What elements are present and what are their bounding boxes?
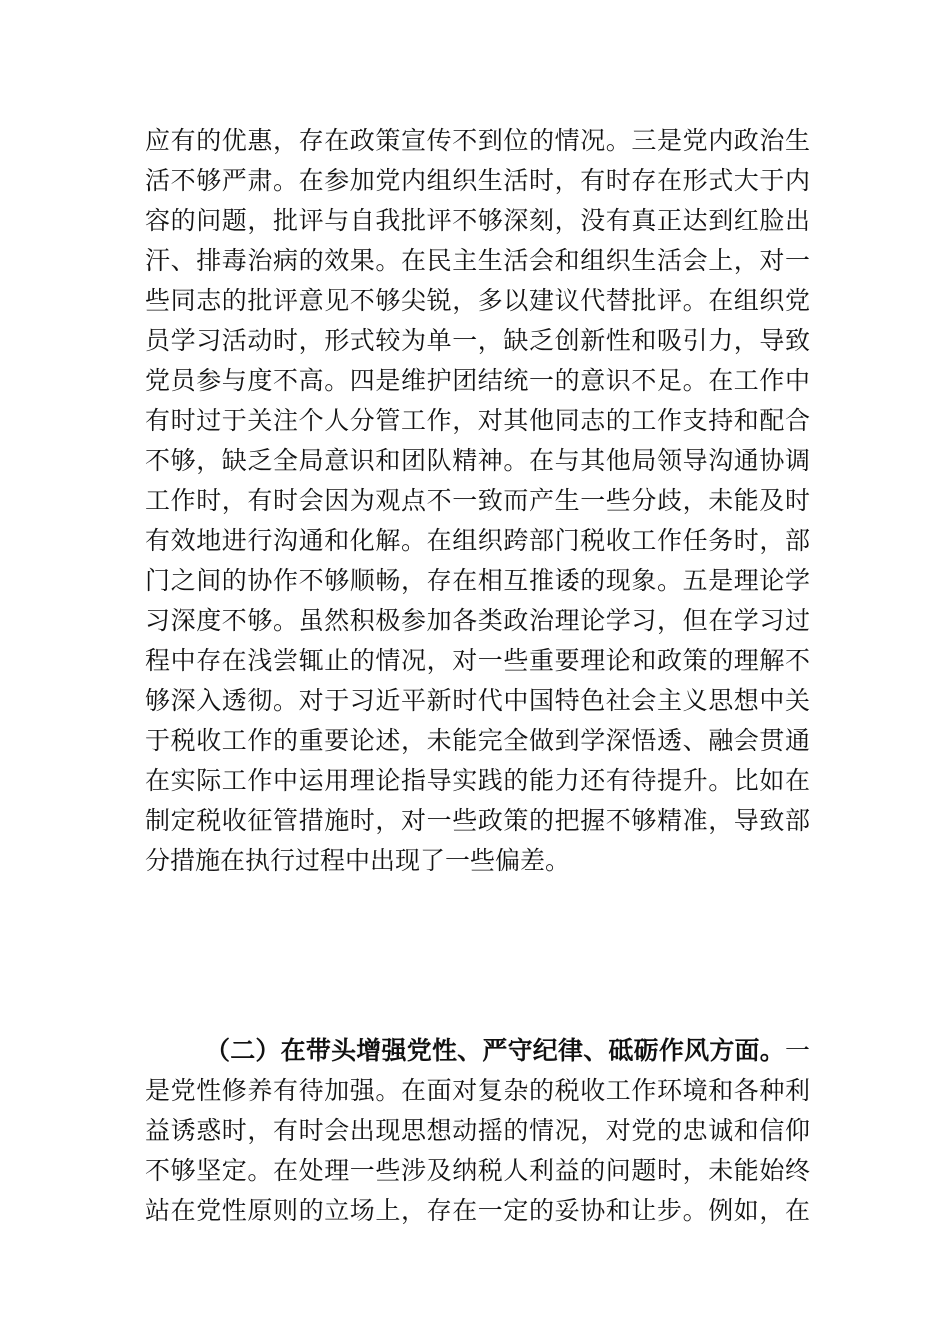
paragraph-line: 有时过于关注个人分管工作，对其他同志的工作支持和配合 [145,406,810,435]
paragraph-line: 些同志的批评意见不够尖锐，多以建议代替批评。在组织党 [145,286,810,315]
paragraph-2 [145,1031,810,1231]
paragraph-line: 工作时，有时会因为观点不一致而产生一些分歧，未能及时 [145,486,810,515]
section-heading: （二）在带头增强党性、严守纪律、砥砺作风方面。 [205,1036,785,1065]
paragraph-line: 在实际工作中运用理论指导实践的能力还有待提升。比如在 [145,766,810,795]
paragraph-line: 党员参与度不高。四是维护团结统一的意识不足。在工作中 [145,366,810,395]
paragraph-line: 制定税收征管措施时，对一些政策的把握不够精准，导致部 [145,806,810,835]
heading-continuation: 一 [784,1036,810,1065]
paragraph-1 [145,121,810,881]
paragraph-line: 站在党性原则的立场上，存在一定的妥协和让步。例如，在 [145,1196,810,1225]
paragraph-line: 不够坚定。在处理一些涉及纳税人利益的问题时，未能始终 [145,1156,810,1185]
paragraph-line: 是党性修养有待加强。在面对复杂的税收工作环境和各种利 [145,1076,810,1105]
paragraph-line: 容的问题，批评与自我批评不够深刻，没有真正达到红脸出 [145,206,810,235]
paragraph-line-last: 分措施在执行过程中出现了一些偏差。 [145,846,571,875]
paragraph-line: 益诱惑时，有时会出现思想动摇的情况，对党的忠诚和信仰 [145,1116,810,1145]
paragraph-line: 有效地进行沟通和化解。在组织跨部门税收工作任务时，部 [145,526,810,555]
paragraph-line: 程中存在浅尝辄止的情况，对一些重要理论和政策的理解不 [145,646,810,675]
paragraph-line: 汗、排毒治病的效果。在民主生活会和组织生活会上，对一 [145,246,810,275]
paragraph-line: 应有的优惠，存在政策宣传不到位的情况。三是党内政治生 [145,126,810,155]
paragraph-line: 员学习活动时，形式较为单一，缺乏创新性和吸引力，导致 [145,326,810,355]
paragraph-line: 不够，缺乏全局意识和团队精神。在与其他局领导沟通协调 [145,446,810,475]
paragraph-line: 习深度不够。虽然积极参加各类政治理论学习，但在学习过 [145,606,810,635]
paragraph-line: 活不够严肃。在参加党内组织生活时，有时存在形式大于内 [145,166,810,195]
paragraph-line: 够深入透彻。对于习近平新时代中国特色社会主义思想中关 [145,686,810,715]
paragraph-line: 门之间的协作不够顺畅，存在相互推诿的现象。五是理论学 [145,566,810,595]
paragraph-line: 于税收工作的重要论述，未能完全做到学深悟透、融会贯通 [145,726,810,755]
paragraph-first-line [145,1031,810,1071]
